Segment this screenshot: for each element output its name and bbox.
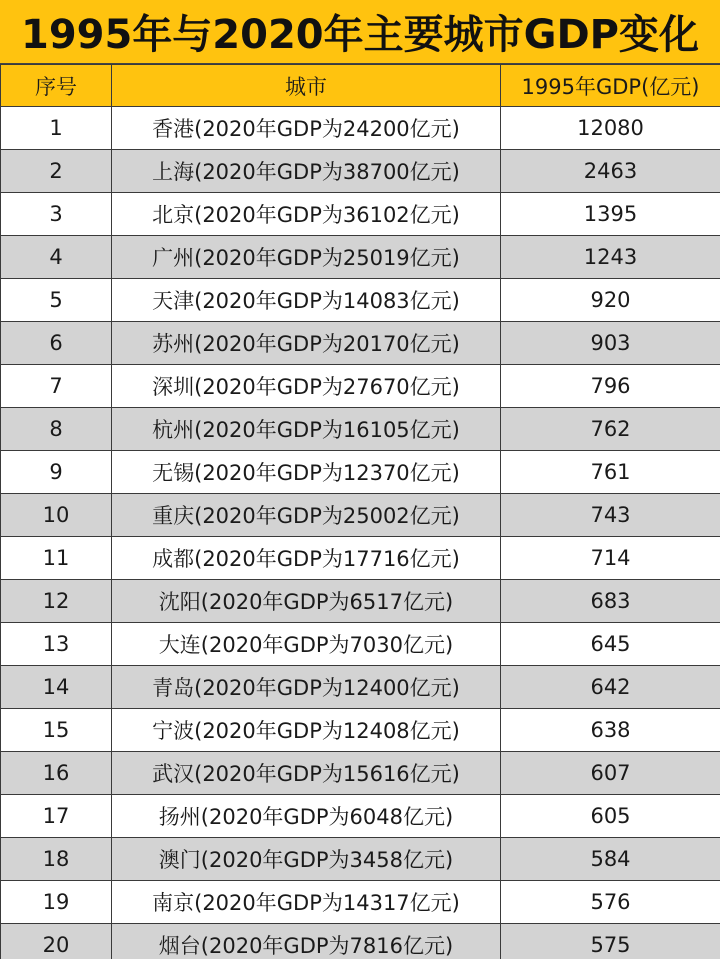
cell-rank: 13 [1,623,112,666]
cell-city: 南京(2020年GDP为14317亿元) [112,881,501,924]
cell-city: 上海(2020年GDP为38700亿元) [112,150,501,193]
table-row [1,494,720,537]
cell-rank: 3 [1,193,112,236]
header-city: 城市 [112,65,501,107]
table-row [1,623,720,666]
cell-rank: 17 [1,795,112,838]
cell-gdp-1995: 1395 [501,193,720,236]
table-row [1,881,720,924]
cell-city: 香港(2020年GDP为24200亿元) [112,107,501,150]
cell-city: 无锡(2020年GDP为12370亿元) [112,451,501,494]
header-rank: 序号 [1,65,112,107]
table-row [1,193,720,236]
cell-gdp-1995: 576 [501,881,720,924]
cell-city: 扬州(2020年GDP为6048亿元) [112,795,501,838]
cell-city: 杭州(2020年GDP为16105亿元) [112,408,501,451]
cell-gdp-1995: 605 [501,795,720,838]
cell-gdp-1995: 638 [501,709,720,752]
gdp-table [0,64,720,959]
cell-rank: 7 [1,365,112,408]
cell-rank: 9 [1,451,112,494]
cell-gdp-1995: 607 [501,752,720,795]
cell-gdp-1995: 12080 [501,107,720,150]
cell-rank: 18 [1,838,112,881]
cell-gdp-1995: 796 [501,365,720,408]
cell-rank: 1 [1,107,112,150]
table-body [1,107,720,959]
cell-rank: 19 [1,881,112,924]
page-title: 1995年与2020年主要城市GDP变化 [0,0,720,64]
cell-gdp-1995: 762 [501,408,720,451]
cell-rank: 5 [1,279,112,322]
cell-city: 重庆(2020年GDP为25002亿元) [112,494,501,537]
table-row [1,107,720,150]
cell-gdp-1995: 683 [501,580,720,623]
cell-rank: 14 [1,666,112,709]
cell-gdp-1995: 1243 [501,236,720,279]
cell-rank: 12 [1,580,112,623]
cell-rank: 15 [1,709,112,752]
table-row [1,795,720,838]
table-row [1,709,720,752]
table-row [1,924,720,959]
header-gdp-1995: 1995年GDP(亿元) [501,65,720,107]
cell-gdp-1995: 2463 [501,150,720,193]
cell-gdp-1995: 761 [501,451,720,494]
cell-city: 北京(2020年GDP为36102亿元) [112,193,501,236]
cell-gdp-1995: 642 [501,666,720,709]
cell-city: 天津(2020年GDP为14083亿元) [112,279,501,322]
table-row [1,666,720,709]
cell-city: 苏州(2020年GDP为20170亿元) [112,322,501,365]
cell-gdp-1995: 645 [501,623,720,666]
cell-gdp-1995: 920 [501,279,720,322]
cell-city: 深圳(2020年GDP为27670亿元) [112,365,501,408]
table-row [1,580,720,623]
cell-city: 广州(2020年GDP为25019亿元) [112,236,501,279]
table-row [1,838,720,881]
table-row [1,451,720,494]
cell-rank: 6 [1,322,112,365]
table-row [1,322,720,365]
cell-city: 大连(2020年GDP为7030亿元) [112,623,501,666]
cell-gdp-1995: 903 [501,322,720,365]
cell-gdp-1995: 584 [501,838,720,881]
cell-city: 澳门(2020年GDP为3458亿元) [112,838,501,881]
cell-city: 成都(2020年GDP为17716亿元) [112,537,501,580]
cell-city: 武汉(2020年GDP为15616亿元) [112,752,501,795]
cell-rank: 16 [1,752,112,795]
table-row [1,150,720,193]
table-row [1,537,720,580]
cell-city: 青岛(2020年GDP为12400亿元) [112,666,501,709]
cell-gdp-1995: 714 [501,537,720,580]
cell-city: 沈阳(2020年GDP为6517亿元) [112,580,501,623]
cell-rank: 2 [1,150,112,193]
table-row [1,279,720,322]
table-header-row [1,65,720,107]
cell-rank: 10 [1,494,112,537]
cell-gdp-1995: 743 [501,494,720,537]
cell-rank: 20 [1,924,112,959]
cell-city: 烟台(2020年GDP为7816亿元) [112,924,501,959]
cell-rank: 8 [1,408,112,451]
table-row [1,365,720,408]
cell-rank: 11 [1,537,112,580]
table-row [1,236,720,279]
cell-gdp-1995: 575 [501,924,720,959]
table-row [1,408,720,451]
table-row [1,752,720,795]
cell-city: 宁波(2020年GDP为12408亿元) [112,709,501,752]
cell-rank: 4 [1,236,112,279]
